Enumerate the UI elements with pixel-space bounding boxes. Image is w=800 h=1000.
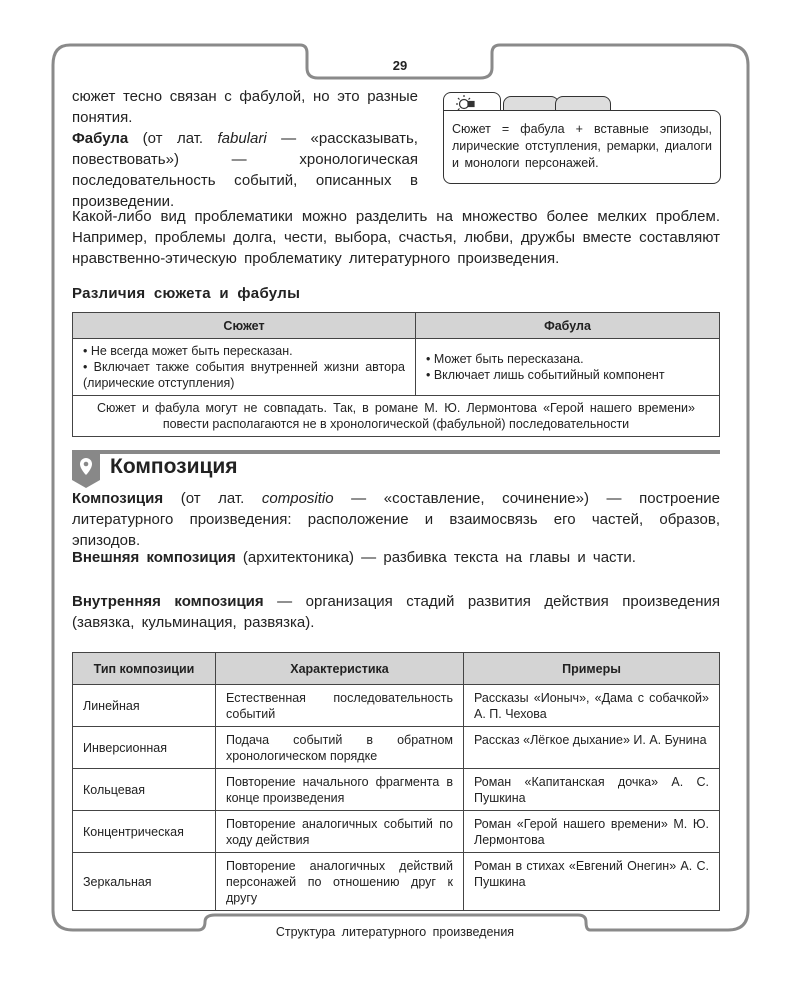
type-cell: Концентрическая [73, 811, 216, 853]
section-divider [72, 450, 720, 454]
text: (от лат. [163, 490, 262, 507]
fabula-cell [416, 339, 720, 396]
composition-types-table [72, 652, 720, 911]
text: (архитектоника) — разбивка текста на главы и части. [235, 549, 636, 566]
type-cell: Зеркальная [73, 853, 216, 911]
examples-cell: Роман в стихах «Евгений Онегин» А. С. Пушкина [464, 853, 720, 911]
col-header: Тип композиции [73, 653, 216, 685]
tip-text: Сюжет = фабула + вставные эпизоды, лирические отступления, ремарки, диалоги и монологи персонажей. [443, 110, 721, 184]
page-number: 29 [392, 58, 408, 73]
examples-cell: Рассказы «Ионыч», «Дама с собачкой» А. П. Чехова [464, 685, 720, 727]
list-item: • Не всегда может быть пересказан. [83, 344, 293, 358]
col-header: Фабула [416, 313, 720, 339]
syuzhet-fabula-table [72, 312, 720, 437]
map-pin-icon [72, 450, 100, 488]
list-item: • Включает также события внутренней жизни автора (лирические отступления) [83, 360, 405, 390]
type-cell: Линейная [73, 685, 216, 727]
col-header: Сюжет [73, 313, 416, 339]
section-title: Композиция [110, 455, 238, 478]
col-header: Примеры [464, 653, 720, 685]
syuzhet-cell [73, 339, 416, 396]
text: — «составление, сочинение») — построение литературного произведения: расположение и взаимосвязь его частей, образов, эпизодов. [72, 490, 720, 549]
examples-cell: Роман «Герой нашего времени» М. Ю. Лермонтова [464, 811, 720, 853]
external-composition [72, 547, 720, 568]
examples-cell: Рассказ «Лёгкое дыхание» И. А. Бунина [464, 727, 720, 769]
term: Внешняя композиция [72, 549, 236, 566]
intro-paragraph: сюжет тесно связан с фабулой, но это разные понятия. [72, 88, 418, 126]
table-row [73, 769, 720, 811]
tip-tab [443, 92, 501, 112]
page-footer: Структура литературного произведения [275, 925, 515, 939]
list-item: • Может быть пересказана. [426, 352, 584, 366]
characteristic-cell: Повторение аналогичных событий по ходу действия [216, 811, 464, 853]
type-cell: Инверсионная [73, 727, 216, 769]
latin-term: compositio [261, 490, 334, 507]
text: (от лат. [128, 130, 218, 147]
fabula-definition [72, 128, 418, 212]
text: — «рассказывать, повествовать») — хронологическая последовательность событий, описанных в произведении. [72, 130, 418, 210]
examples-cell: Роман «Капитанская дочка» А. С. Пушкина [464, 769, 720, 811]
term: Композиция [72, 490, 164, 507]
characteristic-cell: Повторение начального фрагмента в конце произведения [216, 769, 464, 811]
text: — организация стадий развития действия произведения (завязка, кульминация, развязка). [72, 593, 720, 631]
col-header: Характеристика [216, 653, 464, 685]
type-cell: Кольцевая [73, 769, 216, 811]
list-item: • Включает лишь событийный компонент [426, 368, 665, 382]
characteristic-cell: Повторение аналогичных действий персонажей по отношению друг к другу [216, 853, 464, 911]
characteristic-cell: Подача событий в обратном хронологическом порядке [216, 727, 464, 769]
note-cell: Сюжет и фабула могут не совпадать. Так, в романе М. Ю. Лермонтова «Герой нашего времени» повести располагаются не в хронологической (фабульной) последовательности [73, 396, 720, 437]
characteristic-cell: Естественная последовательность событий [216, 685, 464, 727]
latin-term: fabulari [217, 130, 267, 147]
table-row [73, 853, 720, 911]
composition-definition [72, 488, 720, 551]
tip-box [443, 92, 721, 184]
differences-heading: Различия сюжета и фабулы [72, 285, 301, 302]
term: Фабула [72, 130, 129, 147]
table-row [73, 727, 720, 769]
table-row [73, 811, 720, 853]
term: Внутренняя композиция [72, 593, 264, 610]
table-row [73, 685, 720, 727]
problematics-paragraph: Какой-либо вид проблематики можно разделить на множество более мелких проблем. Например, проблемы долга, чести, выбора, счастья, любви, дружбы вместе составляют нравственно-этическую проблематику литературного произведения. [72, 208, 720, 267]
internal-composition [72, 591, 720, 633]
